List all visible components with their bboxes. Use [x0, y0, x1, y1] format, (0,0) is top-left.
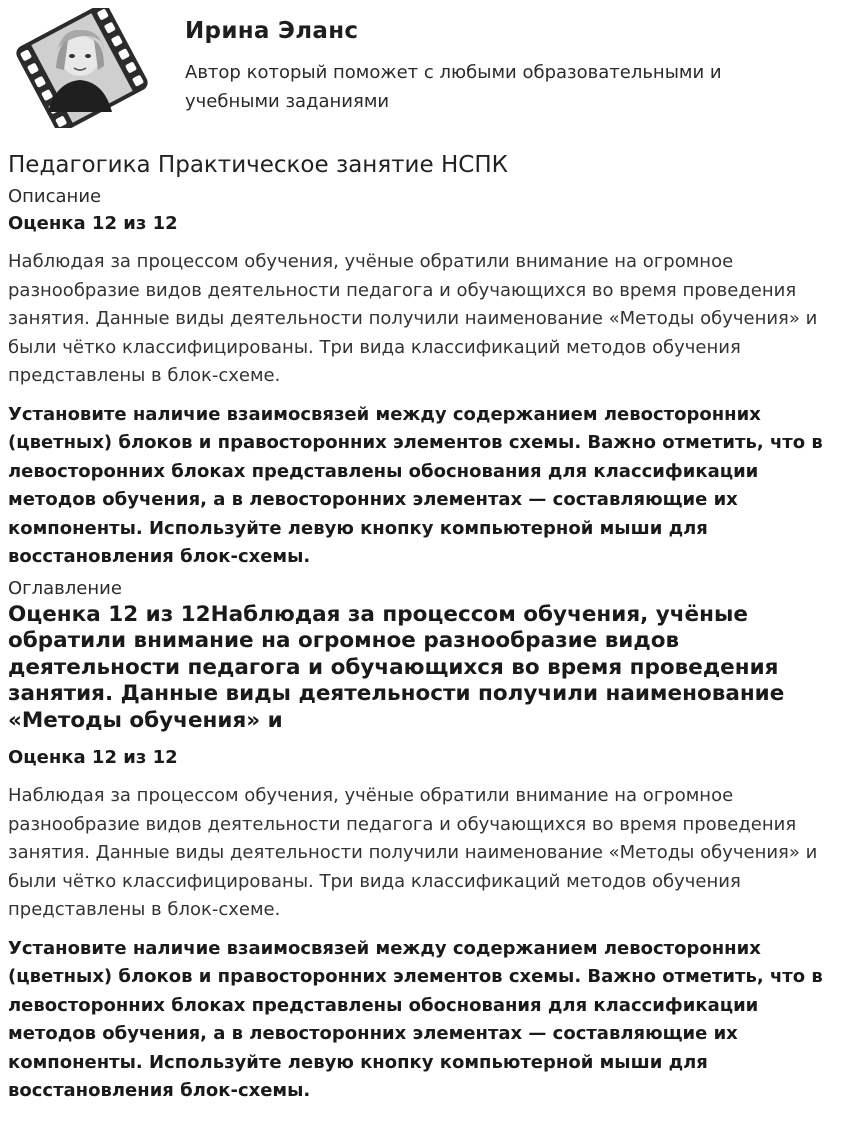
- toc-paragraph: Наблюдая за процессом обучения, учёные обратили внимание на огромное разнообразие видов деятельности педагога и обучающихся во время проведения занятия. Данные виды деятельности получили наименование «Методы обучения» и были чётко классифицированы. Три вида классификаций методов обучения представлены в блок-схеме.: [8, 785, 818, 920]
- toc-task-instructions: Установите наличие взаимосвязей между содержанием левосторонних (цветных) блоков и правосторонних элементов схемы. Важно отметить, что в левосторонних блоках представлены обоснования для классификации методов обучения, а в левосторонних элементах — составляющие их компоненты. Используйте левую кнопку компьютерной мыши для восстановления блок-схемы.: [8, 937, 823, 1101]
- document-content: [8, 148, 838, 1106]
- film-frame-portrait-icon[interactable]: [8, 8, 156, 128]
- avatar: [8, 8, 156, 128]
- author-bio: Автор который поможет с любыми образовательными и учебными заданиями: [185, 62, 722, 112]
- author-card: [8, 8, 839, 128]
- description-label: Описание: [8, 186, 102, 207]
- task-instructions: Установите наличие взаимосвязей между содержанием левосторонних (цветных) блоков и правосторонних элементов схемы. Важно отметить, что в левосторонних блоках представлены обоснования для классификации методов обучения, а в левосторонних элементах — составляющие их компоненты. Используйте левую кнопку компьютерной мыши для восстановления блок-схемы.: [8, 403, 823, 567]
- toc-heading[interactable]: Оценка 12 из 12Наблюдая за процессом обучения, учёные обратили внимание на огромное разнообразие видов деятельности педагога и обучающихся во время проведения занятия. Данные виды деятельности получили наименование «Методы обучения» и: [8, 601, 785, 733]
- toc-label: Оглавление: [8, 577, 122, 599]
- author-name[interactable]: Ирина Эланс: [185, 18, 359, 44]
- page-title: Педагогика Практическое занятие НСПК: [8, 152, 508, 178]
- toc-grade-text: Оценка 12 из 12: [8, 747, 178, 768]
- grade-text: Оценка 12 из 12: [8, 213, 178, 234]
- description-paragraph: Наблюдая за процессом обучения, учёные обратили внимание на огромное разнообразие видов деятельности педагога и обучающихся во время проведения занятия. Данные виды деятельности получили наименование «Методы обучения» и были чётко классифицированы. Три вида классификаций методов обучения представлены в блок-схеме.: [8, 251, 818, 386]
